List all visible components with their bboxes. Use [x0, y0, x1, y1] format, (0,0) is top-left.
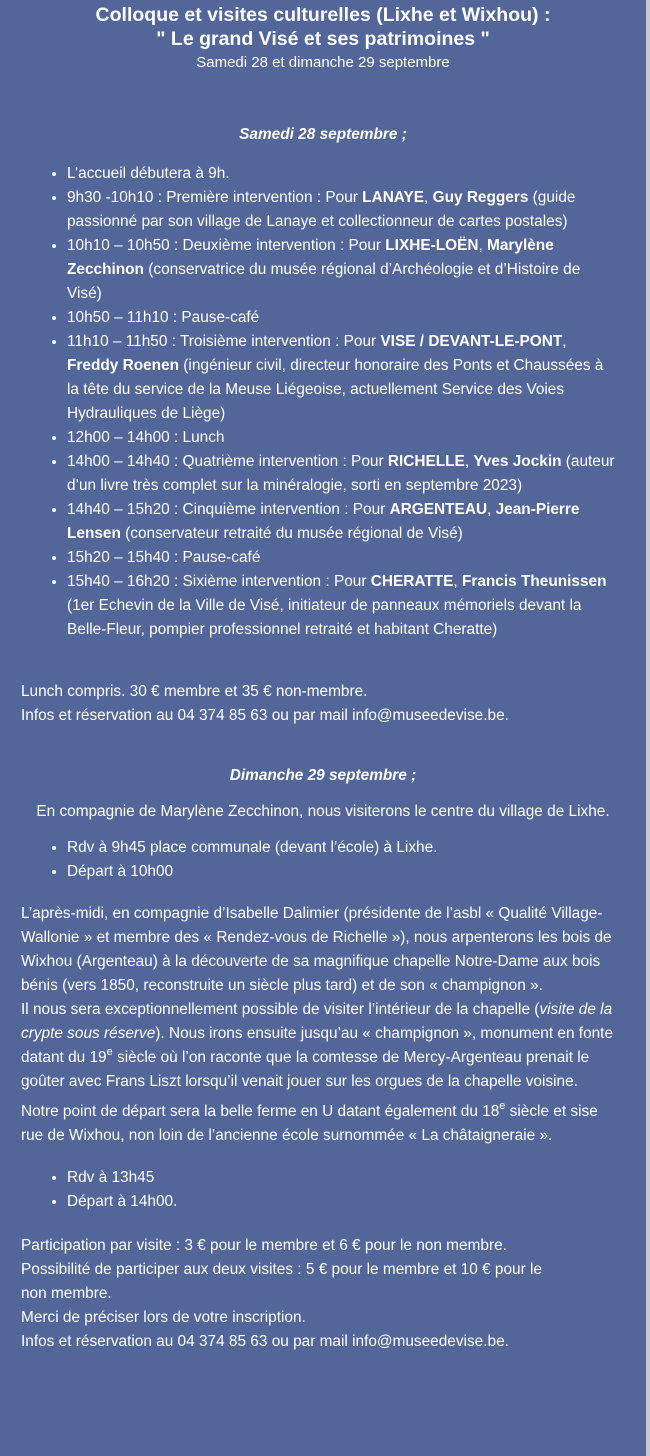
title-line-1: Colloque et visites culturelles (Lixhe et Wixhou) : [95, 4, 551, 26]
program-item: • 10h50 – 11h10 : Pause-café [67, 306, 616, 330]
schedule-item: • Rdv à 9h45 place communale (devant l’école) à Lixhe. [67, 836, 616, 860]
saturday-info: Infos et réservation au 04 374 85 63 ou par mail info@museedevise.be. [21, 707, 509, 724]
afternoon-paragraph-3: Notre point de départ sera la belle ferme en U datant également du 18e siècle et sise rue de Wixhou, non loin de l’ancienne école surnommée « La châtaigneraie ». [21, 1099, 598, 1144]
schedule-item: • Départ à 10h00 [67, 860, 616, 884]
sunday-morning-list [0, 836, 646, 884]
program-item: • 15h40 – 16h20 : Sixième intervention : Pour CHERATTE, Francis Theunissen (1er Echevin de la Ville de Visé, initiateur de panneaux mémoriels devant la Belle-Fleur, pompier professionnel retraité et habitant Cheratte) [67, 570, 616, 642]
program-item: • 14h40 – 15h20 : Cinquième intervention : Pour ARGENTEAU, Jean-Pierre Lensen (conservateur retraité du musée régional de Visé) [67, 498, 616, 546]
registration-note: Merci de préciser lors de votre inscription. [21, 1309, 306, 1326]
contact-info: Infos et réservation au 04 374 85 63 ou par mail info@museedevise.be. [21, 1333, 509, 1350]
saturday-program-list [0, 162, 646, 642]
afternoon-paragraph-2: Il nous sera exceptionnellement possible de visiter l’intérieur de la chapelle (visite de la crypte sous réserve). Nous irons ensuite jusqu’au « champignon », monument en fonte datant du 19e siècle où l’on raconte que la comtesse de Mercy-Argenteau prenait le goûter avec Frans Liszt lorsqu’il venait jouer sur les orgues de la chapelle voisine. [21, 1001, 614, 1090]
event-dates: Samedi 28 et dimanche 29 septembre [196, 54, 450, 71]
saturday-price: Lunch compris. 30 € membre et 35 € non-membre. [21, 683, 368, 700]
participation-footer [0, 1234, 646, 1354]
program-item: • 9h30 -10h10 : Première intervention : Pour LANAYE, Guy Reggers (guide passionné par son village de Lanaye et collectionneur de cartes postales) [67, 186, 616, 234]
schedule-item: • Rdv à 13h45 [67, 1166, 616, 1190]
program-item: • 12h00 – 14h00 : Lunch [67, 426, 616, 450]
price-both-visits: Possibilité de participer aux deux visites : 5 € pour le membre et 10 € pour le non membre. [21, 1261, 542, 1302]
sunday-afternoon-list [0, 1166, 646, 1214]
price-per-visit: Participation par visite : 3 € pour le membre et 6 € pour le non membre. [21, 1237, 507, 1254]
program-item: • L’accueil débutera à 9h. [67, 162, 616, 186]
program-item: • 10h10 – 10h50 : Deuxième intervention : Pour LIXHE-LOËN, Marylène Zecchinon (conservatrice du musée régional d’Archéologie et d’Histoire de Visé) [67, 234, 616, 306]
title-line-2: " Le grand Visé et ses patrimoines " [156, 28, 490, 50]
sunday-heading: Dimanche 29 septembre ; [229, 767, 417, 784]
program-item: • 11h10 – 11h50 : Troisième intervention : Pour VISE / DEVANT-LE-PONT, Freddy Roenen (ingénieur civil, directeur honoraire des Ponts et Chaussées à la tête du service de la Meuse Liégeoise, actuellement Service des Voies Hydrauliques de Liège) [67, 330, 616, 426]
event-title [0, 0, 646, 51]
saturday-heading: Samedi 28 septembre ; [239, 126, 407, 143]
schedule-item: • Départ à 14h00. [67, 1190, 616, 1214]
program-item: • 15h20 – 15h40 : Pause-café [67, 546, 616, 570]
afternoon-paragraph-1: L’après-midi, en compagnie d’Isabelle Dalimier (présidente de l’asbl « Qualité Village-Wallonie » et membre des « Rendez-vous de Richelle »), nous arpenterons les bois de Wixhou (Argenteau) à la découverte de sa magnifique chapelle Notre-Dame aux bois bénis (vers 1850, reconstruite un siècle plus tard) et de son « champignon ». [21, 905, 612, 994]
program-item: • 14h00 – 14h40 : Quatrième intervention : Pour RICHELLE, Yves Jockin (auteur d’un livre très complet sur la minéralogie, sorti en septembre 2023) [67, 450, 616, 498]
sunday-intro: En compagnie de Marylène Zecchinon, nous visiterons le centre du village de Lixhe. [36, 803, 610, 820]
